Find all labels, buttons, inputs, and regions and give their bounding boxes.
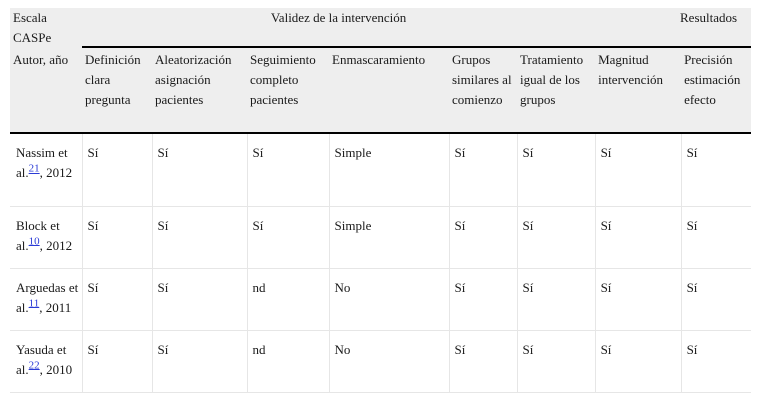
column-header [681,48,751,133]
scale-label-cell [10,8,82,48]
column-header-label: Tratamiento igual de los grupos [520,52,584,107]
column-header [152,48,247,133]
reference-link[interactable]: 21 [28,162,40,175]
table-cell: Sí [449,206,517,268]
column-header [449,48,517,133]
table-row [10,268,751,330]
table-cell: nd [247,330,329,392]
column-header [82,48,152,133]
table-cell: Simple [329,133,449,206]
table-cell: Sí [595,206,681,268]
column-header-label: Precisión estimación efecto [684,52,741,107]
reference-superscript [29,359,40,371]
table-cell: Sí [517,133,595,206]
table-cell: Sí [681,133,751,206]
table-cell: Sí [449,330,517,392]
table-cell: Sí [82,133,152,206]
table-cell: Sí [517,330,595,392]
caspe-evaluation-table [10,8,751,393]
table-cell: nd [247,268,329,330]
author-name: Block et al. [16,217,60,253]
table-row [10,206,751,268]
column-header-label: Grupos similares al comienzo [452,52,512,107]
reference-link[interactable]: 22 [28,359,40,372]
column-header [595,48,681,133]
author-cell [10,206,82,268]
validity-group-header [82,8,595,48]
table-cell: Sí [247,206,329,268]
author-year: , 2012 [39,165,73,180]
column-header [517,48,595,133]
table-cell: Sí [449,133,517,206]
column-header-label: Definición clara pregunta [85,52,141,107]
reference-superscript [29,163,40,175]
table-cell: Simple [329,206,449,268]
author-cell [10,133,82,206]
results-group-header [595,8,751,48]
table-cell: Sí [595,330,681,392]
column-header-label: Enmascaramiento [332,52,426,67]
table-cell: Sí [152,330,247,392]
column-header-label: Seguimiento completo pacientes [250,52,316,107]
table-body [10,133,751,392]
table-cell: Sí [247,133,329,206]
author-year-header [10,48,82,133]
reference-link[interactable]: 11 [28,297,40,310]
reference-superscript [29,235,40,247]
table-header [10,8,751,133]
table-cell: Sí [82,206,152,268]
column-header [329,48,449,133]
table-cell: Sí [517,206,595,268]
column-header-label: Magnitud intervención [598,52,664,87]
table-cell: No [329,268,449,330]
column-header-label: Aleatorización asignación pacientes [155,52,232,107]
table-cell: Sí [152,268,247,330]
author-year: , 2010 [39,361,73,377]
table-cell: Sí [449,268,517,330]
table-cell: Sí [82,330,152,392]
table-cell: Sí [152,206,247,268]
results-group-label: Resultados [680,10,738,25]
table-cell: Sí [152,133,247,206]
author-cell [10,330,82,392]
column-header [247,48,329,133]
table-cell: No [329,330,449,392]
caspe-table-container [10,8,751,393]
reference-superscript [29,297,40,309]
table-cell: Sí [82,268,152,330]
table-cell: Sí [681,206,751,268]
scale-label: Escala CASPe [13,10,52,45]
author-name: Arguedas et al. [16,279,79,315]
table-cell: Sí [595,268,681,330]
table-cell: Sí [595,133,681,206]
table-row [10,133,751,206]
table-cell: Sí [517,268,595,330]
table-cell: Sí [681,330,751,392]
author-cell [10,268,82,330]
table-row [10,330,751,392]
author-year-label: Autor, año [13,52,69,67]
reference-link[interactable]: 10 [28,235,40,248]
author-name: Yasuda et al. [16,341,67,377]
table-cell: Sí [681,268,751,330]
validity-group-label: Validez de la intervención [270,10,407,25]
author-year: , 2011 [39,299,72,315]
author-name: Nassim et al. [16,145,68,180]
author-year: , 2012 [39,237,73,253]
